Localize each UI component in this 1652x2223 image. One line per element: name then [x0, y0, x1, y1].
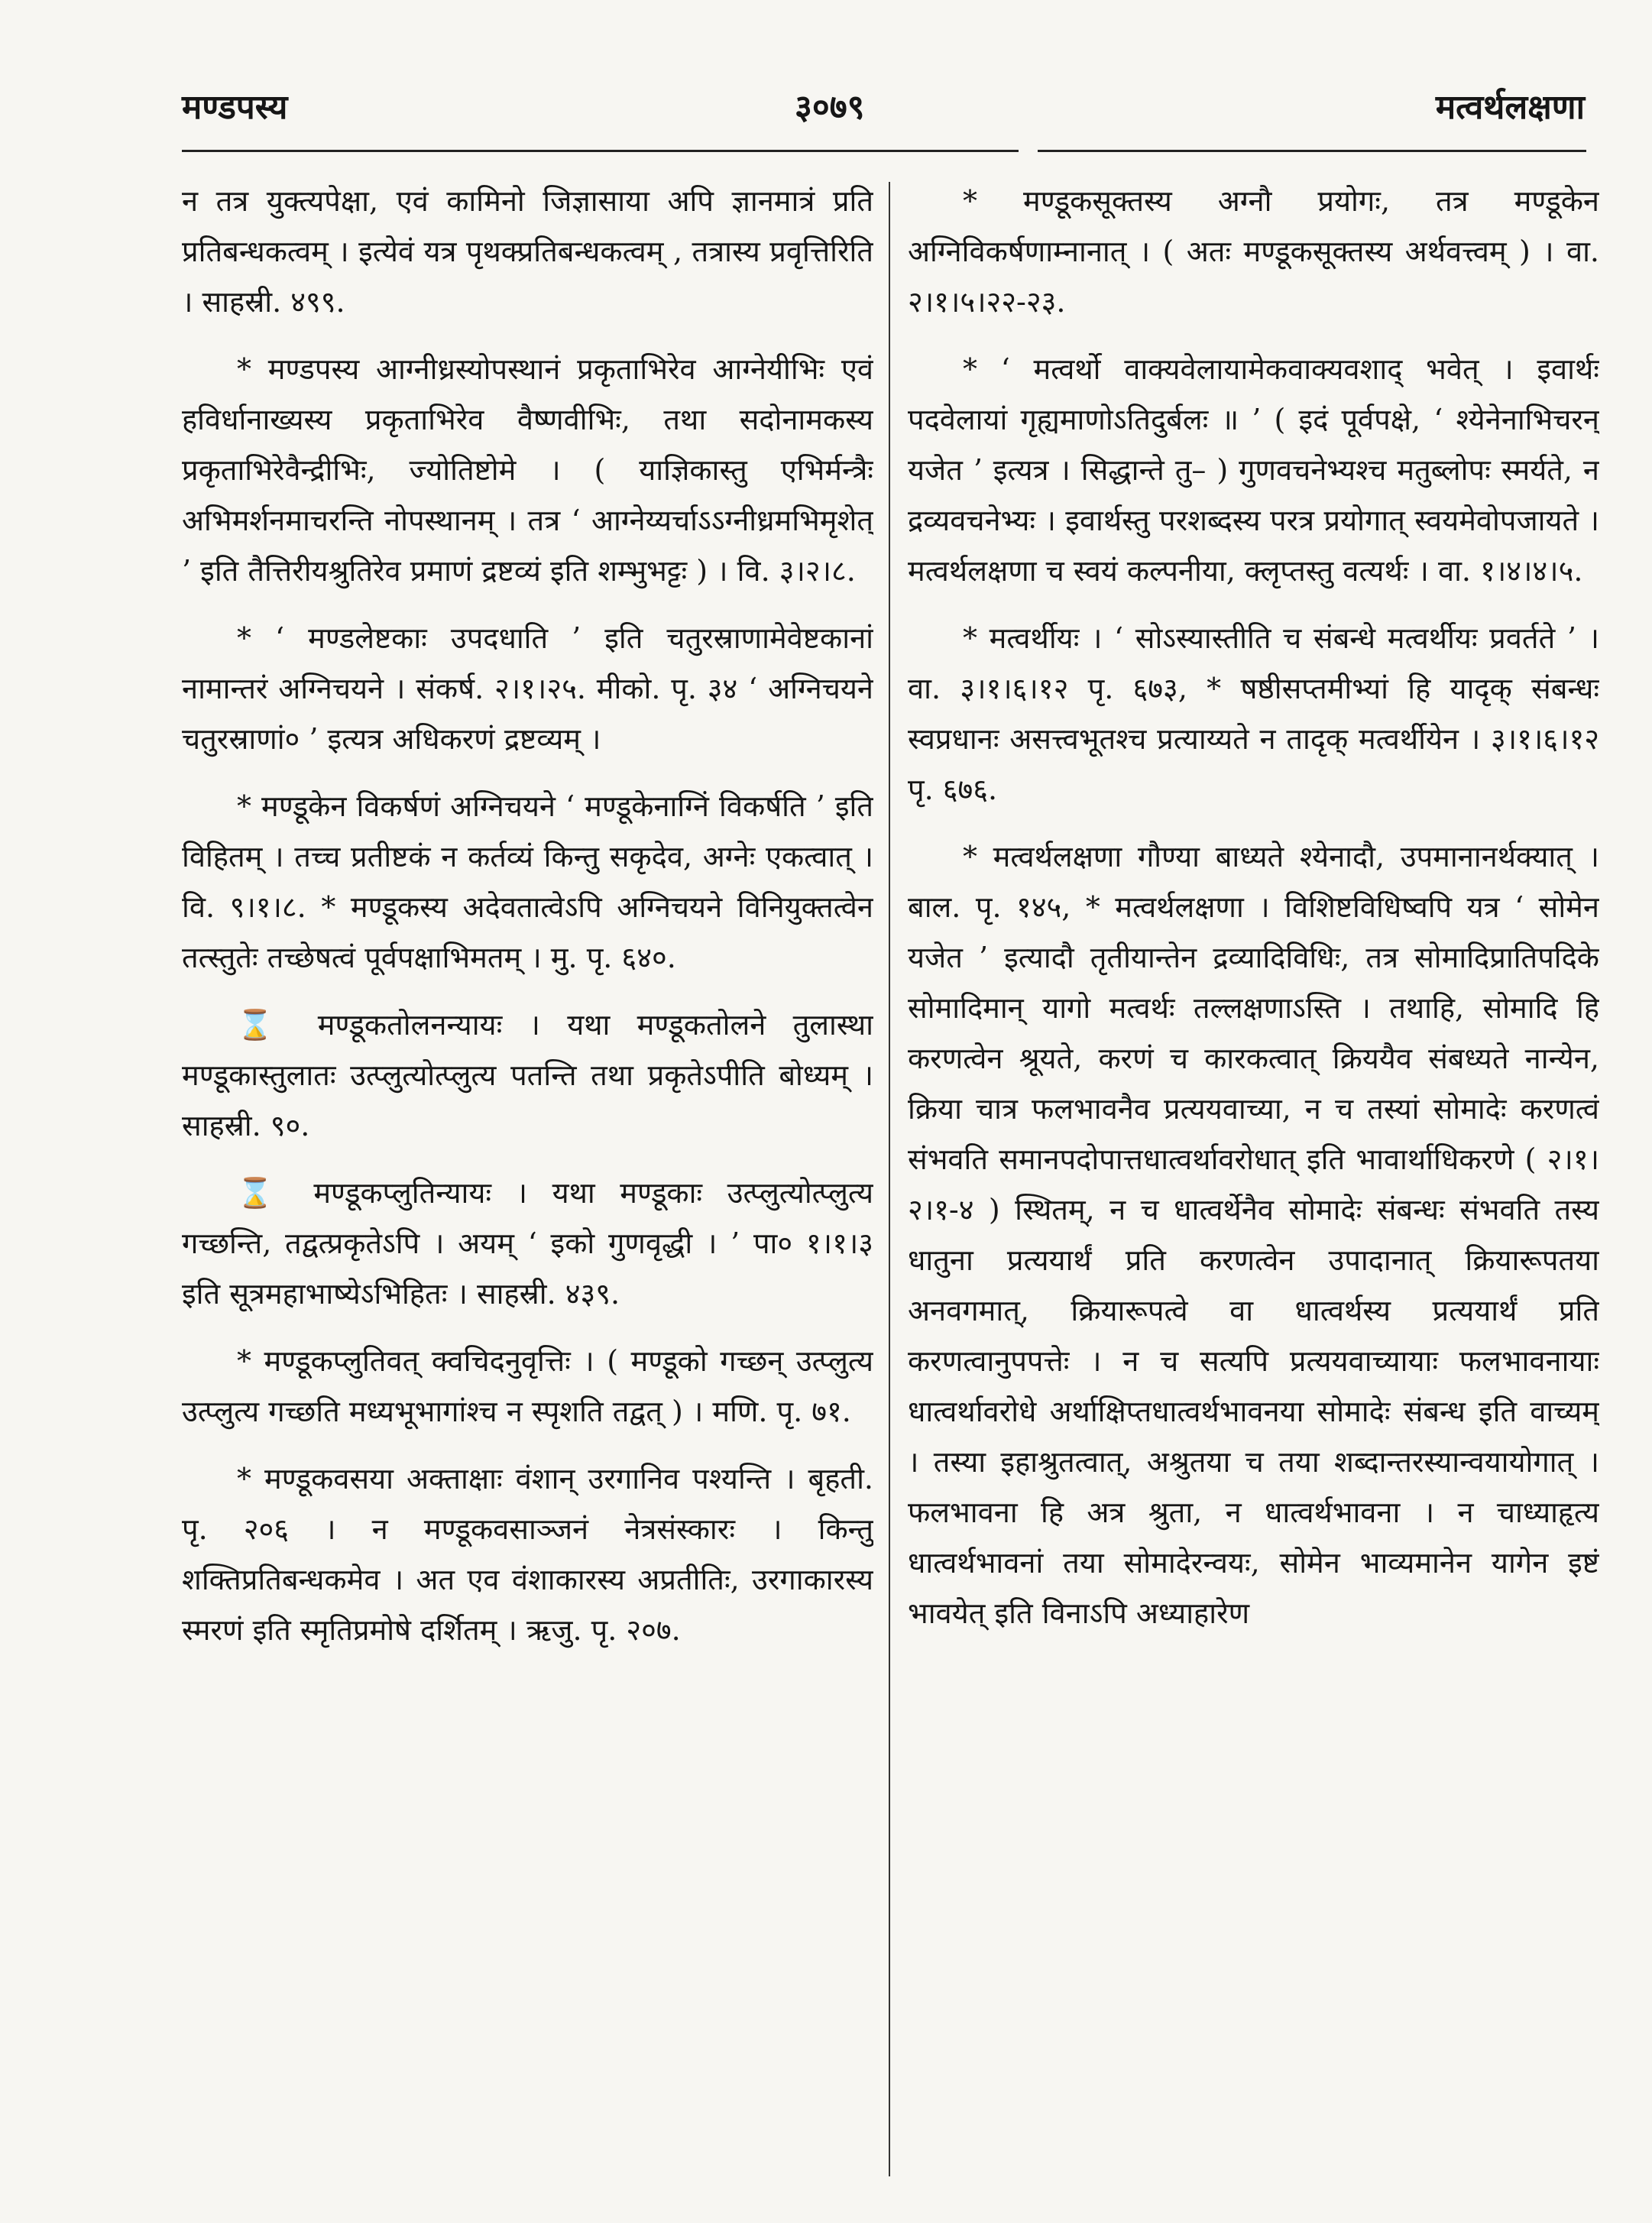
entry: * मत्वर्थलक्षणा गौण्या बाध्यते श्येनादौ, उपमानानर्थक्यात् । बाल. पृ. १४५, * मत्वर्थलक्षणा । विशिष्टविधिष्वपि यत्र ‘ सोमेन यजेत ’ इत्यादौ तृतीयान्तेन द्रव्यादिविधिः, तत्र सोमादिप्रातिपदिके सोमादिमान् यागो मत्वर्थः तल्लक्षणाऽस्ति । तथाहि, सोमादि हि करणत्वेन श्रूयते, करणं च कारकत्वात् क्रिययैव संबध्यते नान्येन, क्रिया चात्र फलभावनैव प्रत्ययवाच्या, न च तस्यां सोमादेः करणत्वं संभवति समानपदोपात्तधात्वर्थावरोधात् इति भावार्थाधिकरणे ( २।१।२।१-४ ) स्थितम्, न च धात्वर्थेनैव सोमादेः संबन्धः संभवति तस्य धातुना प्रत्ययार्थं प्रति करणत्वेन उपादानात् क्रियारूपतया अनवगमात्, क्रियारूपत्वे वा धात्वर्थस्य प्रत्ययार्थं प्रति करणत्वानुपपत्तेः । न च सत्यपि प्रत्ययवाच्यायाः फलभावनायाः धात्वर्थावरोधे अर्थाक्षिप्तधात्वर्थभावनया सोमादेः संबन्ध इति वाच्यम् । तस्या इहाश्रुतत्वात्, अश्रुतया च तया शब्दान्तरस्यान्वयायोगात् । फलभावना हि अत्र श्रुता, न धात्वर्थभावना । न चाध्याहृत्य धात्वर्थभावनां तया सोमादेरन्वयः, सोमेन भाव्यमानेन यागेन इष्टं भावयेत् इति विनाऽपि अध्याहारेण	[908, 840, 1599, 1630]
entry: * मण्डूकसूक्तस्य अग्नौ प्रयोगः, तत्र मण्डूकेन अग्निविकर्षणाम्नानात् । ( अतः मण्डूकसूक्तस्य अर्थवत्त्वम् ) । वा. २।१।५।२२-२३.	[908, 184, 1599, 319]
entry: * मत्वर्थीयः । ‘ सोऽस्यास्तीति च संबन्धे मत्वर्थीयः प्रवर्तते ’ । वा. ३।१।६।१२ पृ. ६७३, * षष्ठीसप्तमीभ्यां हि यादृक् संबन्धः स्वप्रधानः असत्त्वभूतश्च प्रत्याय्यते न तादृक् मत्वर्थीयेन । ३।१।६।१२ पृ. ६७६.	[908, 621, 1599, 806]
entry: * मण्डूकवसया अक्ताक्षाः वंशान् उरगानिव पश्यन्ति । बृहती. पृ. २०६ । न मण्डूकवसाञ्जनं नेत्रसंस्कारः । किन्तु शक्तिप्रतिबन्धकमेव । अत एव वंशाकारस्य अप्रतीतिः, उरगाकारस्य स्मरणं इति स्मृतिप्रमोषे दर्शितम् । ऋजु. पृ. २०७.	[182, 1462, 873, 1647]
entry: * ‘ मण्डलेष्टकाः उपदधाति ’ इति चतुरस्राणामेवेष्टकानां नामान्तरं अग्निचयने । संकर्ष. २।१।२५. मीको. पृ. ३४ ‘ अग्निचयने चतुरस्राणां० ’ इत्यत्र अधिकरणं द्रष्टव्यम् ।	[182, 621, 873, 756]
entry: ⌛ मण्डूकतोलनन्यायः । यथा मण्डूकतोलने तुलास्था मण्डूकास्तुलातः उत्प्लुत्योत्प्लुत्य पतन्ति तथा प्रकृतेऽपीति बोध्यम् । साहस्री. ९०.	[182, 1008, 873, 1142]
running-head-left: मण्डपस्य	[182, 88, 288, 127]
entry: * मण्डूकेन विकर्षणं अग्निचयने ‘ मण्डूकेनाग्निं विकर्षति ’ इति विहितम् । तच्च प्रतीष्टकं न कर्तव्यं किन्तु सकृदेव, अग्नेः एकत्वात् । वि. ९।१।८. * मण्डूकस्य अदेवतात्वेऽपि अग्निचयने विनियुक्तत्वेन तत्स्तुतेः तच्छेषत्वं पूर्वपक्षाभिमतम् । मु. पृ. ६४०.	[182, 789, 873, 974]
page-number: ३०७९	[795, 88, 865, 127]
entry: ⌛ मण्डूकप्लुतिन्यायः । यथा मण्डूकाः उत्प्लुत्योत्प्लुत्य गच्छन्ति, तद्वत्प्रकृतेऽपि । अयम् ‘ इको गुणवृद्धी । ’ पा० १।१।३ इति सूत्रमहाभाष्येऽभिहितः । साहस्री. ४३९.	[182, 1176, 873, 1311]
header-rule-right	[1038, 150, 1586, 152]
entry: न तत्र युक्त्यपेक्षा, एवं कामिनो जिज्ञासाया अपि ज्ञानमात्रं प्रति प्रतिबन्धकत्वम् । इत्येवं यत्र पृथक्प्रतिबन्धकत्वम् , तत्रास्य प्रवृत्तिरिति । साहस्री. ४९९.	[182, 184, 873, 319]
left-column	[182, 176, 873, 2193]
header-rule-left	[182, 150, 1019, 152]
running-head-right: मत्वर्थलक्षणा	[1435, 88, 1585, 127]
entry: * मण्डपस्य आग्नीध्रस्योपस्थानं प्रकृताभिरेव आग्नेयीभिः एवं हविर्धानाख्यस्य प्रकृताभिरेव वैष्णवीभिः, तथा सदोनामकस्य प्रकृताभिरेवैन्द्रीभिः, ज्योतिष्टोमे । ( याज्ञिकास्तु एभिर्मन्त्रैः अभिमर्शनमाचरन्ति नोपस्थानम् । तत्र ‘ आग्नेय्यर्चाऽऽग्नीध्रमभिमृशेत् ’ इति तैत्तिरीयश्रुतिरेव प्रमाणं द्रष्टव्यं इति शम्भुभट्टः ) । वि. ३।२।८.	[182, 352, 873, 588]
entry: * ‘ मत्वर्थो वाक्यवेलायामेकवाक्यवशाद् भवेत् । इवार्थः पदवेलायां गृह्यमाणोऽतिदुर्बलः ॥ ’ ( इदं पूर्वपक्षे, ‘ श्येनेनाभिचरन् यजेत ’ इत्यत्र । सिद्धान्ते तु– ) गुणवचनेभ्यश्च मतुब्लोपः स्मर्यते, न द्रव्यवचनेभ्यः । इवार्थस्तु परशब्दस्य परत्र प्रयोगात् स्वयमेवोपजायते । मत्वर्थलक्षणा च स्वयं कल्पनीया, क्लृप्तस्तु वत्यर्थः । वा. १।४।४।५.	[908, 352, 1599, 588]
entry: * मण्डूकप्लुतिवत् क्वचिदनुवृत्तिः । ( मण्डूको गच्छन् उत्प्लुत्य उत्प्लुत्य गच्छति मध्यभूभागांश्च न स्पृशति तद्वत् ) । मणि. पृ. ७१.	[182, 1344, 873, 1428]
column-divider	[889, 182, 890, 2176]
right-column	[908, 176, 1599, 2193]
